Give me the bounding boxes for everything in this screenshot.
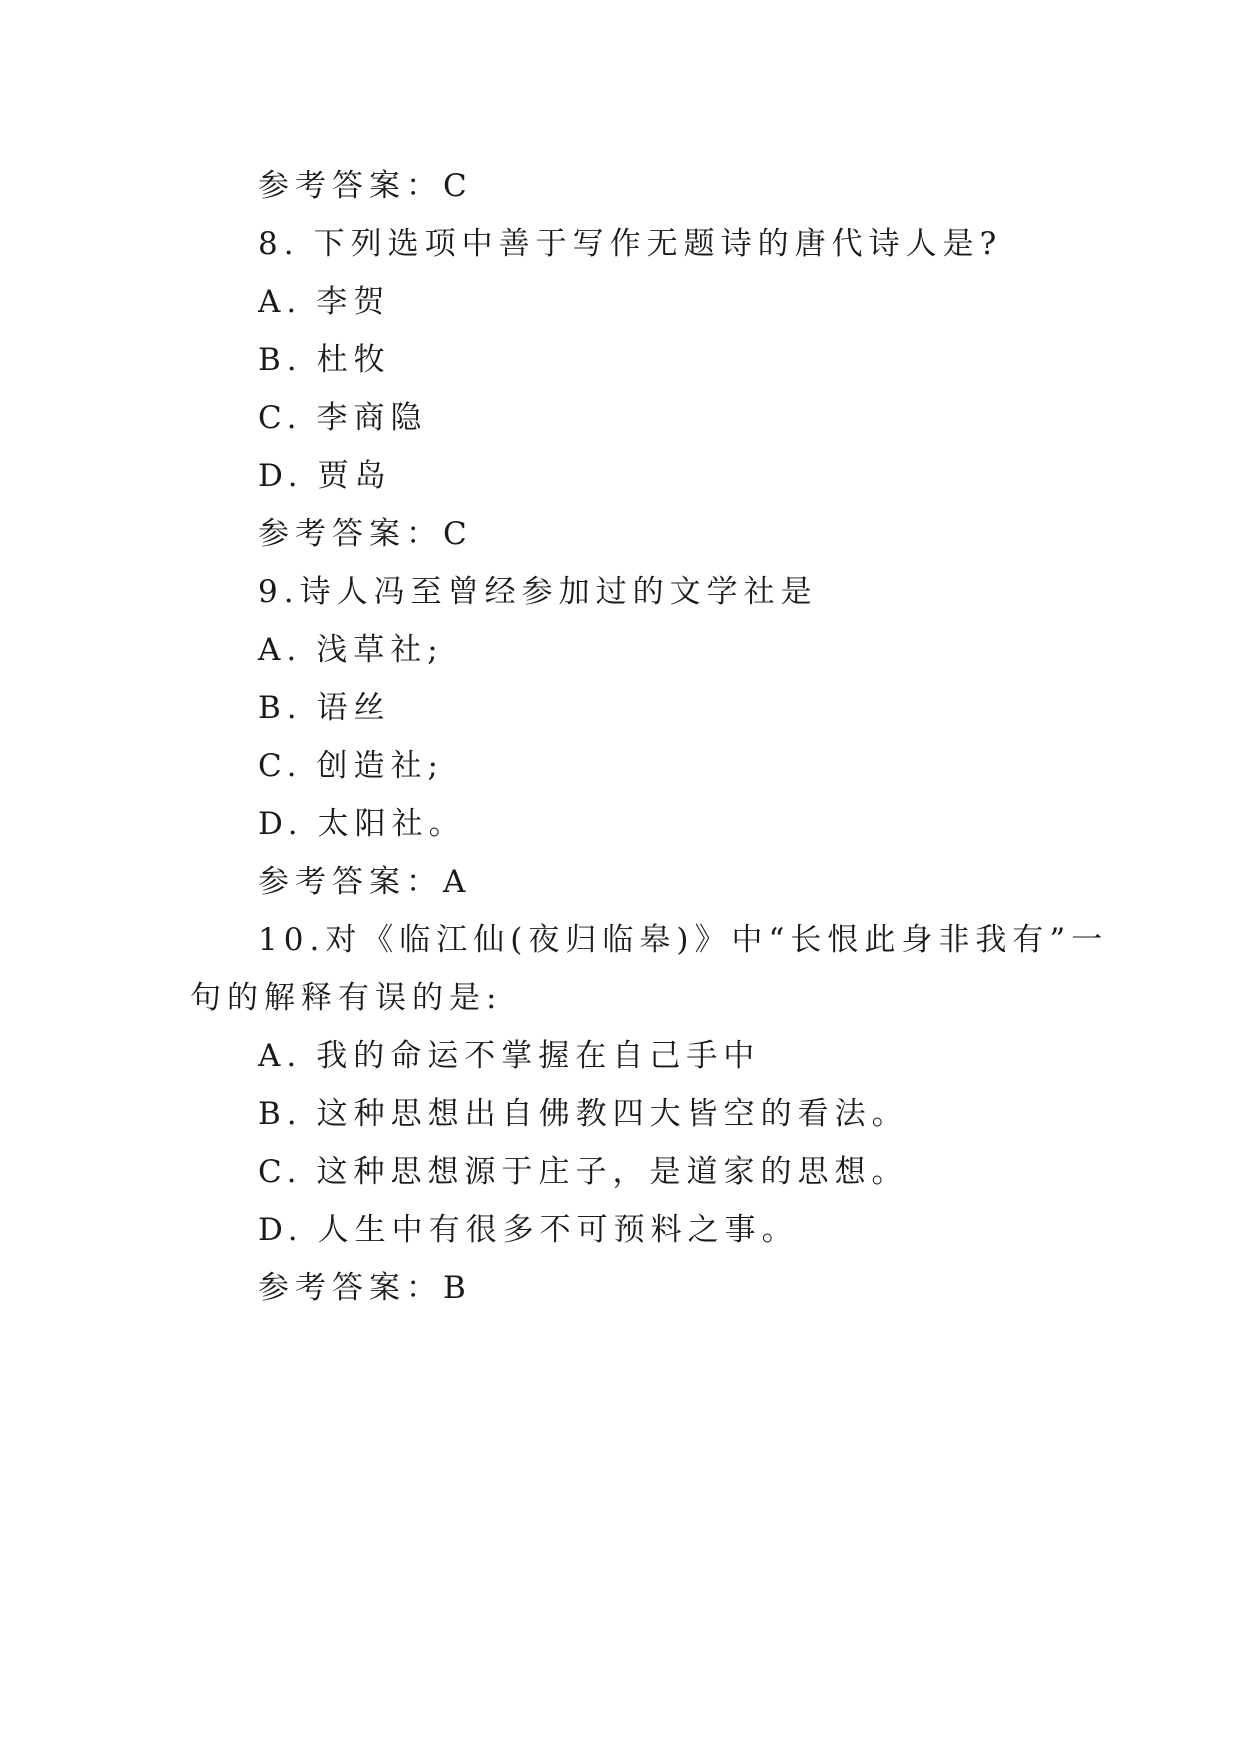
answer-text: 参考答案：C [258,168,473,204]
option-text: 李商隐 [316,400,428,436]
question-text: 句的解释有误的是: [190,980,503,1016]
answer-text: 参考答案：B [258,1270,472,1306]
option-text: 贾岛 [317,458,392,494]
question-text: 下列选项中善于写作无题诗的唐代诗人是? [313,226,1003,262]
option-letter: B. [258,342,303,378]
question-8-option-a [258,282,390,322]
option-letter: B. [258,690,303,726]
option-text: 李贺 [316,284,391,320]
option-letter: C. [258,400,303,436]
question-text: 对《临江仙(夜归临皋)》中“长恨此身非我有”一 [325,922,1109,958]
option-letter: B. [258,1096,303,1132]
option-text: 这种思想出自佛教四大皆空的看法。 [316,1096,909,1132]
option-letter: A. [258,1038,303,1074]
question-text: 诗人冯至曾经参加过的文学社是 [299,574,818,610]
option-text: 杜牧 [316,342,391,378]
option-text: 语丝 [316,690,391,726]
question-8-option-c [258,398,427,438]
question-9-option-b [258,688,391,728]
option-letter: D. [258,806,304,842]
question-9-option-c [258,746,444,786]
question-8-stem [258,224,1002,264]
question-10-stem-line1 [258,920,1108,960]
question-8-option-b [258,340,391,380]
answer-text: 参考答案：A [258,864,472,900]
question-10-stem-line2 [190,978,502,1018]
answer-line-q10 [258,1268,472,1308]
question-8-option-d [258,456,392,496]
option-letter: D. [258,458,304,494]
option-text: 人生中有很多不可预料之事。 [317,1212,799,1248]
option-letter: C. [258,1154,303,1190]
question-10-option-c [258,1152,908,1192]
question-9-option-d [258,804,466,844]
answer-text: 参考答案：C [258,516,473,552]
option-text: 太阳社。 [317,806,466,842]
answer-line-q9 [258,862,471,902]
option-letter: A. [258,632,303,668]
question-9-stem [258,572,818,612]
question-9-option-a [258,630,444,670]
option-text: 我的命运不掌握在自己手中 [316,1038,761,1074]
question-10-option-b [258,1094,909,1134]
option-letter: C. [258,748,303,784]
option-text: 浅草社; [316,632,444,668]
question-number: 9. [258,574,300,610]
answer-line-q8 [258,514,473,554]
question-number: 10. [258,922,326,958]
option-text: 这种思想源于庄子，是道家的思想。 [316,1154,909,1190]
answer-line-q7 [258,166,473,206]
question-10-option-a [258,1036,760,1076]
option-letter: D. [258,1212,304,1248]
question-number: 8. [258,226,300,262]
question-10-option-d [258,1210,799,1250]
option-text: 创造社; [316,748,444,784]
option-letter: A. [258,284,303,320]
